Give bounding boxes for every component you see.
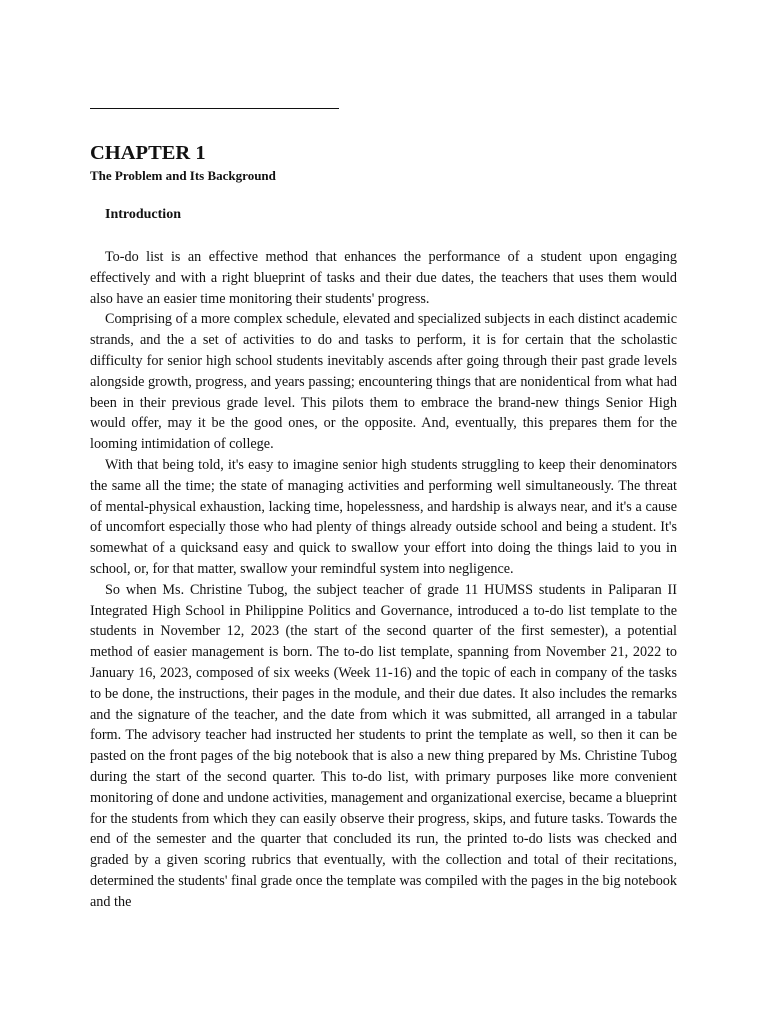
chapter-subtitle: The Problem and Its Background xyxy=(90,168,276,183)
paragraph: So when Ms. Christine Tubog, the subject teacher of grade 11 HUMSS students in Paliparan II Integrated High School in Philippine Politics and Governance, introduced a to-do list template to the students in November 12, 2023 (the start of the second quarter of the first semester), a potential method of easier management is born. The to-do list template, spanning from November 21, 2022 to January 16, 2023, composed of six weeks (Week 11-16) and the topic of each in company of the tasks to be done, the instructions, their pages in the module, and their due dates. It also includes the remarks and the signature of the teacher, and the date from which it was submitted, all arranged in a tabular form. The advisory teacher had instructed her students to print the template as well, so then it can be pasted on the front pages of the big notebook that is also a new thing prepared by Ms. Christine Tubog during the start of the second quarter. This to-do list, with primary purposes like more convenient monitoring of done and undone activities, management and organizational exercise, became a blueprint for the students from which they can easily observe their progress, skips, and future tasks. Towards the end of the semester and the quarter that concluded its run, the printed to-do lists was checked and graded by a given scoring rubrics that eventually, with the collection and total of their recitations, determined the students' final grade once the template was compiled with the pages in the big notebook and the xyxy=(90,581,677,910)
header-rule xyxy=(90,108,339,109)
paragraph: Comprising of a more complex schedule, elevated and specialized subjects in each distinct academic strands, and the a set of activities to do and tasks to perform, it is for certain that the scholastic difficulty for senior high school students inevitably ascends after going through their past grade levels alongside growth, progress, and years passing; encountering things that are nonidentical from what had been in their previous grade level. This pilots them to embrace the brand-new things Senior High would offer, may it be the good ones, or the opposite. And, eventually, this prepares them for the looming intimidation of college. xyxy=(90,311,677,453)
body-text xyxy=(90,247,677,913)
chapter-title: CHAPTER 1 xyxy=(90,142,206,164)
paragraph: With that being told, it's easy to imagine senior high students struggling to keep their denominators the same all the time; the state of managing activities and performing well simultaneously. The threat of mental-physical exhaustion, lacking time, hopelessness, and hardship is always near, and it's a cause of uncomfort especially those who had plenty of things already outside school and being a student. It's somewhat of a quicksand easy and quick to swallow your effort into doing the things laid to you in school, or, for that matter, swallow your remindful system into negligence. xyxy=(90,456,677,577)
paragraph: To-do list is an effective method that enhances the performance of a student upon engaging effectively and with a right blueprint of tasks and their due dates, the teachers that uses them would also have an easier time monitoring their students' progress. xyxy=(90,249,677,307)
section-heading-introduction: Introduction xyxy=(105,207,181,222)
